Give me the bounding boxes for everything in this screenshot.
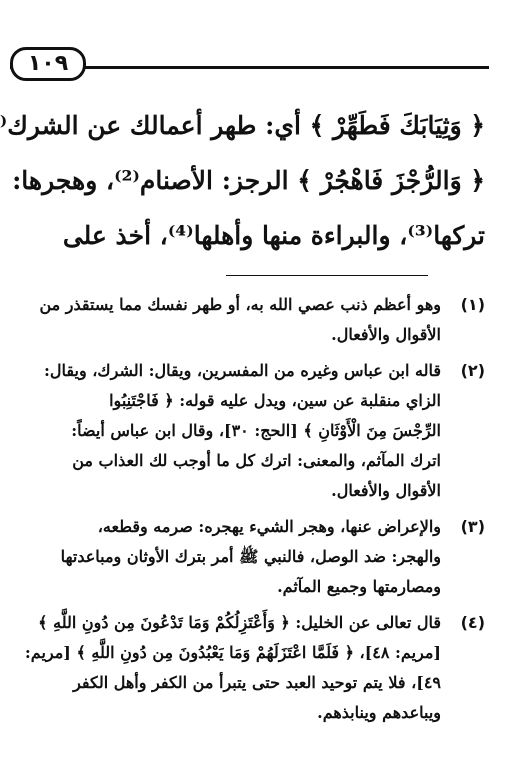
main-line-3: تركها⁽³⁾، والبراءة منها وأهلها⁽⁴⁾، أخذ على — [62, 221, 485, 250]
footnote-line: اترك المآثم، والمعنى: اترك كل ما أوجب لك العذاب من — [72, 451, 441, 470]
footnote-line: وهو أعظم ذنب عصي الله به، أو طهر نفسك مما يستقذر من — [39, 295, 441, 314]
footnote-number: (١) — [460, 295, 485, 314]
footnote-number: (٢) — [460, 361, 485, 380]
footnote-line: الرِّجْسَ مِنَ الْأَوْثَانِ ﴾ [الحج: ٣٠]، وقال ابن عباس أيضاً: — [71, 421, 441, 440]
footnote-4 — [16, 608, 485, 728]
footnote-line: [مريم: ٤٨]، ﴿ فَلَمَّا اعْتَزَلَهُمْ وَمَا يَعْبُدُونَ مِن دُونِ اللَّهِ ﴾ [مريم: — [24, 643, 441, 662]
footnote-line: ٤٩]، فلا يتم توحيد العبد حتى يتبرأ من الكفر وأهل الكفر — [73, 673, 441, 692]
footnote-number: (٤) — [460, 613, 485, 632]
footnote-text — [16, 512, 441, 602]
footnote-2 — [16, 356, 485, 506]
main-text — [0, 98, 485, 263]
footnote-line: والهجر: ضد الوصل، فالنبي ﷺ أمر بترك الأوثان ومباعدتها — [60, 547, 441, 566]
footnote-number: (٣) — [460, 517, 485, 536]
footnote-line: والإعراض عنها، وهجر الشيء يهجره: صرمه وقطعه، — [97, 517, 441, 536]
footnote-line: قال تعالى عن الخليل: ﴿ وَأَعْتَزِلُكُمْ وَمَا تَدْعُونَ مِن دُونِ اللَّهِ ﴾ — [38, 613, 441, 632]
footnote-line: ويباعدهم وينابذهم. — [317, 703, 441, 722]
footnote-divider — [226, 275, 428, 276]
main-line-2: ﴿ وَالرُّجْزَ فَاهْجُرْ ﴾ الرجز: الأصنام⁽²⁾، وهجرها: — [12, 166, 485, 195]
footnote-line: الزاي منقلبة عن سين، ويدل عليه قوله: ﴿ فَاجْتَنِبُوا — [109, 391, 441, 410]
footnote-line: قاله ابن عباس وغيره من المفسرين، ويقال: الشرك، ويقال: — [44, 361, 441, 380]
footnote-1 — [16, 290, 485, 350]
footnote-line: الأقوال والأفعال. — [331, 325, 441, 344]
footnote-text — [16, 290, 441, 350]
footnote-line: الأقوال والأفعال. — [331, 481, 441, 500]
page-number-badge — [10, 47, 86, 81]
footnote-3 — [16, 512, 485, 602]
footnote-text — [16, 608, 441, 728]
footnotes — [16, 290, 485, 734]
footnote-line: ومصارمتها وجميع المآثم. — [277, 577, 441, 596]
footnote-text — [16, 356, 441, 506]
page-number: ١٠٩ — [27, 51, 69, 76]
main-line-1: ﴿ وَثِيَابَكَ فَطَهِّرْ ﴾ أي: طهر أعمالك عن الشرك⁽ — [0, 111, 485, 140]
